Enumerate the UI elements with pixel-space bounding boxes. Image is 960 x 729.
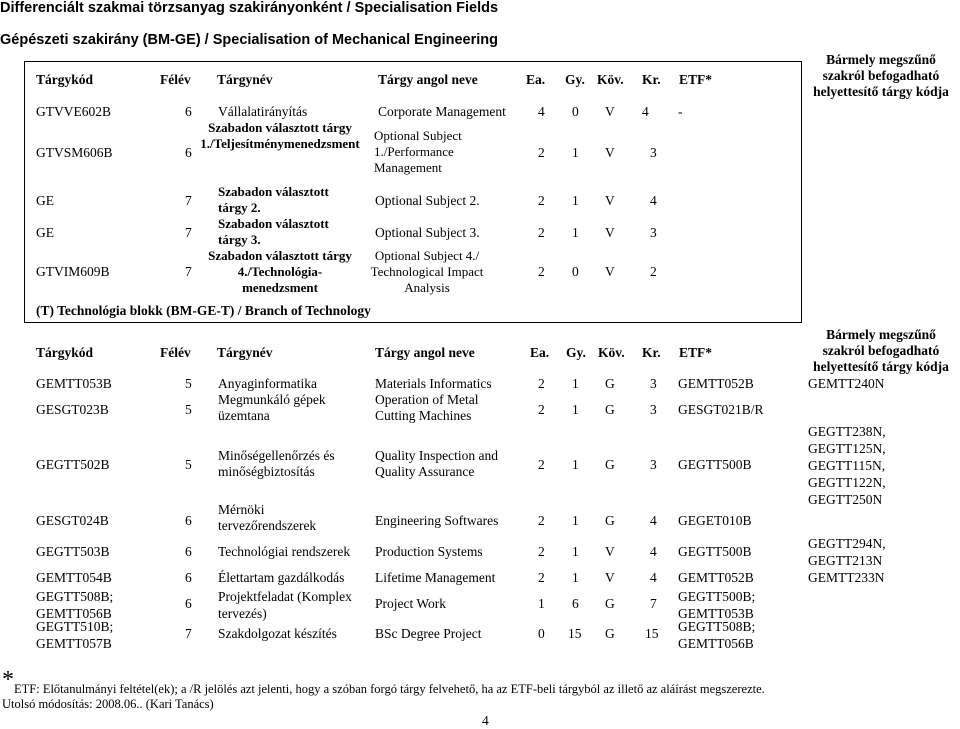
header-ea: Ea. xyxy=(526,72,546,87)
table-cell-etf: GEGTT500B xyxy=(678,457,752,472)
table-cell-kov: V xyxy=(605,225,615,240)
table-cell-semester: 6 xyxy=(185,544,192,559)
table-cell-semester: 6 xyxy=(185,104,192,119)
table-cell-ea: 2 xyxy=(538,225,545,240)
header-kr: Kr. xyxy=(642,345,661,360)
table-cell-english: Engineering Softwares xyxy=(375,513,499,528)
table-cell-code: GEGTT502B xyxy=(36,457,110,472)
table-cell-kr: 4 xyxy=(650,544,657,559)
table-cell-replacement: GEGTT238N, GEGTT125N, GEGTT115N, GEGTT122N, GEGTT250N xyxy=(808,424,886,507)
header-english: Tárgy angol neve xyxy=(378,72,478,87)
table-cell-etf: GEGTT500B xyxy=(678,544,752,559)
header-kr: Kr. xyxy=(642,72,661,87)
table-cell-kr: 3 xyxy=(650,376,657,391)
last-modified: Utolsó módosítás: 2008.06.. (Kari Tanács) xyxy=(2,697,214,711)
table-cell-english: Optional Subject 3. xyxy=(375,225,480,240)
table-cell-name: Szabadon választott tárgy 2. xyxy=(218,184,329,215)
table-cell-etf: GEGTT508B; GEMTT056B xyxy=(678,619,756,651)
table-cell-etf: GESGT021B/R xyxy=(678,402,764,417)
header-gy: Gy. xyxy=(565,72,585,87)
header-code: Tárgykód xyxy=(36,345,94,360)
table-cell-name: Anyaginformatika xyxy=(218,376,317,391)
table-cell-gy: 1 xyxy=(572,402,579,417)
header-etf: ETF* xyxy=(679,72,713,87)
header-gy: Gy. xyxy=(566,345,586,360)
table-cell-english: Project Work xyxy=(375,596,447,611)
table-cell-etf: GEMTT052B xyxy=(678,376,754,391)
header-name: Tárgynév xyxy=(217,345,273,360)
table-cell-kr: 7 xyxy=(650,596,657,611)
table-cell-ea: 0 xyxy=(538,626,545,641)
table-cell-kov: V xyxy=(605,544,615,559)
header-replacement-line: helyettesítő tárgy kódja xyxy=(813,359,949,374)
table-cell-kr: 4 xyxy=(650,193,657,208)
table-cell-english: Quality Inspection and Quality Assurance xyxy=(375,448,498,479)
table-cell-kr: 3 xyxy=(650,457,657,472)
header-english: Tárgy angol neve xyxy=(375,345,475,360)
table-cell-gy: 0 xyxy=(572,264,579,279)
table-cell-english: Operation of Metal Cutting Machines xyxy=(375,392,479,423)
table-cell-english: Corporate Management xyxy=(378,104,506,119)
table-cell-english: Optional Subject 4./ Technological Impact Analysis xyxy=(370,248,484,295)
table-cell-kov: G xyxy=(605,457,615,472)
table-cell-kov: V xyxy=(605,145,615,160)
table-cell-english: Materials Informatics xyxy=(375,376,492,391)
table-cell-name: Szabadon választott tárgy 1./Teljesítménymenedzsment xyxy=(200,120,360,151)
table-cell-code: GESGT023B xyxy=(36,402,109,417)
header-semester: Félév xyxy=(160,345,191,360)
table-cell-english: Optional Subject 1./Performance Management xyxy=(374,128,462,175)
table-cell-kr: 3 xyxy=(650,402,657,417)
table-cell-ea: 2 xyxy=(538,570,545,585)
table-cell-kov: V xyxy=(605,264,615,279)
header-kov: Köv. xyxy=(598,345,625,360)
table-cell-kr: 4 xyxy=(650,570,657,585)
table-cell-english: BSc Degree Project xyxy=(375,626,482,641)
table-cell-name: Megmunkáló gépek üzemtana xyxy=(218,392,326,423)
table-cell-code: GEGTT503B xyxy=(36,544,110,559)
table-cell-kov: G xyxy=(605,513,615,528)
table-cell-code: GEMTT054B xyxy=(36,570,112,585)
table-cell-gy: 1 xyxy=(572,513,579,528)
table-cell-gy: 1 xyxy=(572,225,579,240)
header-kov: Köv. xyxy=(597,72,624,87)
table-cell-code: GE xyxy=(36,193,54,208)
table-cell-kr: 4 xyxy=(650,513,657,528)
table-cell-semester: 6 xyxy=(185,596,192,611)
page-title: Differenciált szakmai törzsanyag szakirányonként / Specialisation Fields xyxy=(0,0,499,16)
table-cell-etf: GEGTT500B; GEMTT053B xyxy=(678,589,756,621)
table-cell-code: GTVSM606B xyxy=(36,145,113,160)
table-cell-etf: GEMTT052B xyxy=(678,570,754,585)
header-replacement-line: Bármely megszűnő xyxy=(826,327,936,342)
table-cell-ea: 2 xyxy=(538,544,545,559)
table-cell-semester: 6 xyxy=(185,513,192,528)
table-cell-kov: V xyxy=(605,193,615,208)
table-cell-replacement: GEMTT233N xyxy=(808,570,885,585)
header-replacement xyxy=(804,327,958,375)
header-replacement xyxy=(804,52,958,100)
table-cell-ea: 4 xyxy=(538,104,545,119)
footnote-asterisk: * xyxy=(2,667,14,693)
table-cell-kr: 3 xyxy=(650,225,657,240)
table-cell-code: GE xyxy=(36,225,54,240)
table-cell-semester: 5 xyxy=(185,376,192,391)
header-etf: ETF* xyxy=(679,345,713,360)
table-cell-gy: 1 xyxy=(572,570,579,585)
table-cell-gy: 0 xyxy=(572,104,579,119)
table-cell-ea: 1 xyxy=(538,596,545,611)
header-semester: Félév xyxy=(160,72,191,87)
header-replacement-line: Bármely megszűnő xyxy=(826,52,936,67)
table-cell-kov: V xyxy=(605,104,615,119)
table-cell-code: GEMTT053B xyxy=(36,376,112,391)
table-cell-kr: 2 xyxy=(650,264,657,279)
table-cell-name: Minőségellenőrzés és minőségbiztosítás xyxy=(218,448,335,479)
section-title: Gépészeti szakirány (BM-GE) / Specialisation of Mechanical Engineering xyxy=(0,32,498,48)
table-cell-kr: 3 xyxy=(650,145,657,160)
table-cell-name: Szakdolgozat készítés xyxy=(218,626,337,641)
table-cell-ea: 2 xyxy=(538,457,545,472)
table-cell-gy: 1 xyxy=(572,544,579,559)
table-cell-gy: 1 xyxy=(572,457,579,472)
header-code: Tárgykód xyxy=(36,72,94,87)
footnote-text: ETF: Előtanulmányi feltétel(ek); a /R jelölés azt jelenti, hogy a szóban forgó tárgy felvehető, ha az ETF-beli tárgyból az illető az aláírást megszerezte. xyxy=(14,682,765,696)
header-replacement-line: szakról befogadható xyxy=(822,68,940,83)
table-cell-name: Vállalatirányítás xyxy=(218,104,308,119)
block-title: (T) Technológia blokk (BM-GE-T) / Branch of Technology xyxy=(36,303,371,318)
table-cell-ea: 2 xyxy=(538,193,545,208)
table-cell-code: GEGTT508B; GEMTT056B xyxy=(36,589,114,621)
table-cell-name: Élettartam gazdálkodás xyxy=(218,570,345,585)
table-cell-semester: 6 xyxy=(185,145,192,160)
table-cell-english: Lifetime Management xyxy=(375,570,496,585)
table-cell-kov: G xyxy=(605,596,615,611)
table-cell-code: GEGTT510B; GEMTT057B xyxy=(36,619,114,651)
table-cell-semester: 7 xyxy=(185,225,192,240)
table-cell-semester: 7 xyxy=(185,193,192,208)
table-cell-etf: GEGET010B xyxy=(678,513,752,528)
table-cell-semester: 5 xyxy=(185,457,192,472)
table-cell-kr: 15 xyxy=(645,626,659,641)
header-replacement-line: szakról befogadható xyxy=(822,343,940,358)
table-cell-gy: 1 xyxy=(572,145,579,160)
table-cell-ea: 2 xyxy=(538,264,545,279)
table-cell-gy: 1 xyxy=(572,376,579,391)
table-cell-english: Optional Subject 2. xyxy=(375,193,480,208)
table-cell-name: Szabadon választott tárgy 3. xyxy=(218,216,329,247)
table-cell-gy: 15 xyxy=(568,626,582,641)
table-cell-semester: 6 xyxy=(185,570,192,585)
table-cell-name: Szabadon választott tárgy 4./Technológia-menedzsment xyxy=(208,248,352,295)
table-cell-semester: 7 xyxy=(185,626,192,641)
table-cell-gy: 6 xyxy=(572,596,579,611)
table-cell-kov: V xyxy=(605,570,615,585)
table-cell-code: GTVVE602B xyxy=(36,104,111,119)
header-ea: Ea. xyxy=(530,345,550,360)
table-cell-replacement: GEGTT294N, GEGTT213N xyxy=(808,536,886,568)
table-cell-ea: 2 xyxy=(538,145,545,160)
table-cell-gy: 1 xyxy=(572,193,579,208)
table-cell-etf: - xyxy=(678,104,683,119)
table-cell-code: GESGT024B xyxy=(36,513,109,528)
table-cell-ea: 2 xyxy=(538,376,545,391)
table-cell-english: Production Systems xyxy=(375,544,483,559)
page-number: 4 xyxy=(482,713,489,728)
table-cell-ea: 2 xyxy=(538,513,545,528)
table-cell-code: GTVIM609B xyxy=(36,264,110,279)
table-cell-ea: 2 xyxy=(538,402,545,417)
table-cell-kov: G xyxy=(605,402,615,417)
table-cell-name: Projektfeladat (Komplex tervezés) xyxy=(218,589,352,621)
table-cell-name: Technológiai rendszerek xyxy=(218,544,351,559)
table-cell-kr: 4 xyxy=(642,104,649,119)
header-replacement-line: helyettesítő tárgy kódja xyxy=(813,84,949,99)
table-cell-kov: G xyxy=(605,376,615,391)
table-cell-semester: 5 xyxy=(185,402,192,417)
header-name: Tárgynév xyxy=(217,72,273,87)
table-cell-name: Mérnöki tervezőrendszerek xyxy=(218,502,317,533)
table-cell-replacement: GEMTT240N xyxy=(808,376,885,391)
table-cell-semester: 7 xyxy=(185,264,192,279)
table-cell-kov: G xyxy=(605,626,615,641)
